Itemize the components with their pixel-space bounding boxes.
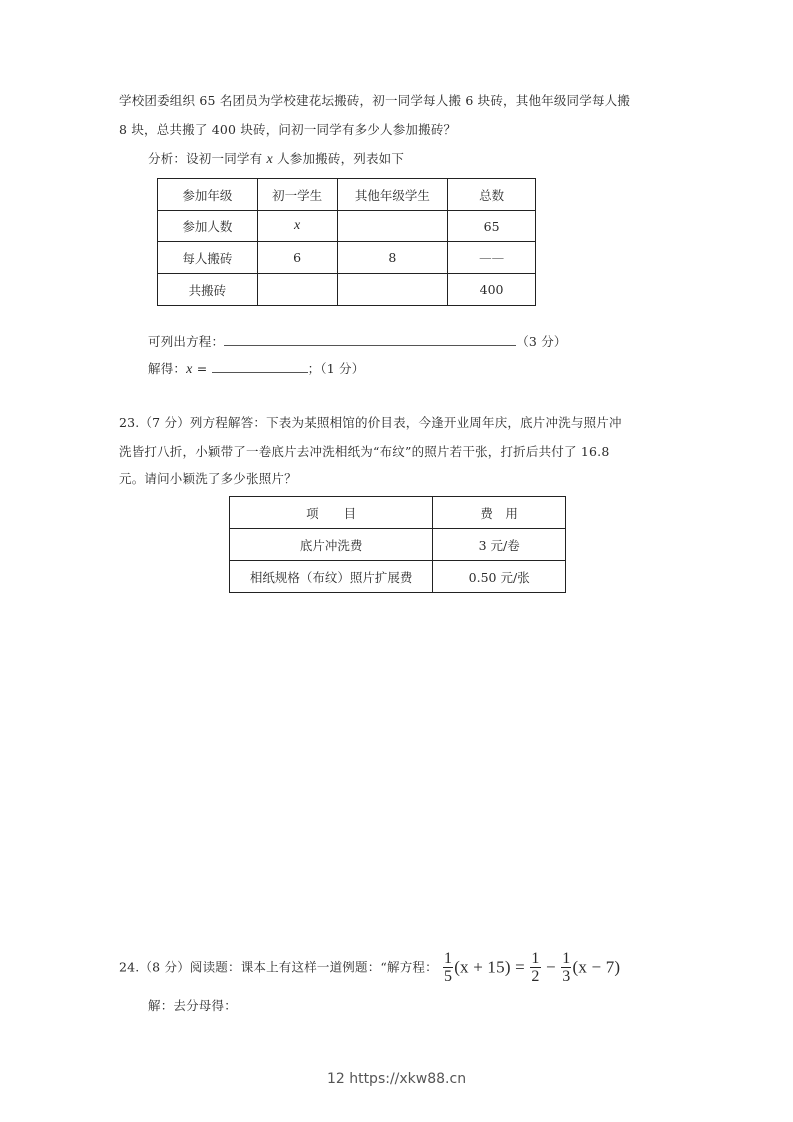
problem-22-analysis [148,150,404,169]
equation-line [148,333,567,351]
table-row [230,561,566,593]
equation-label: 可列出方程： [148,334,225,349]
table-cell: 底片冲洗费 [230,529,433,561]
table-cell: 400 [448,274,536,306]
header-cell: 参加年级 [158,179,258,211]
table-cell: 6 [257,242,337,274]
table-cell [257,274,337,306]
fraction-one-half: $\frac{1}{2}$ [531,950,540,985]
table-cell: 0.50 元/张 [433,561,566,593]
problem-22-line-1: 学校团委组织 65 名团员为学校建花坛搬砖，初一同学每人搬 6 块砖，其他年级同学每人搬 [119,93,631,108]
problem-24-step-1: 解：去分母得： [148,998,237,1013]
table-cell: 65 [448,211,536,242]
solve-equals: = [192,361,212,376]
table-row [158,274,536,306]
table-cell: 共搬砖 [158,274,258,306]
solve-label: 解得： [148,361,187,376]
table-cell: x [257,211,337,242]
table-cell: 3 元/卷 [433,529,566,561]
header-cell: 项 目 [230,497,433,529]
analysis-suffix: 人参加搬砖，列表如下 [272,151,405,166]
analysis-variable: x [266,152,273,167]
table-cell [337,274,448,306]
problem-23-line-3: 元。请问小颖洗了多少张照片？ [119,471,297,486]
price-table [229,496,566,593]
equation-rhs-expr: (x − 7) [572,957,621,977]
table-cell: 相纸规格（布纹）照片扩展费 [230,561,433,593]
table-row [230,529,566,561]
header-cell: 其他年级学生 [337,179,448,211]
solve-variable: x [186,362,193,377]
table-cell: 每人搬砖 [158,242,258,274]
problem-24-prefix: 24.（8 分）阅读题：课本上有这样一道例题：“解方程： [119,959,438,975]
equation-points: （3 分） [516,334,567,349]
brick-table-header-row [158,179,536,211]
equation-minus: − [541,957,561,977]
table-cell: 8 [337,242,448,274]
table-cell [337,211,448,242]
price-table-header-row [230,497,566,529]
fraction-one-third: $\frac{1}{3}$ [562,950,571,985]
fraction-one-fifth: $\frac{1}{5}$ [443,950,453,985]
problem-23-line-2: 洗皆打八折，小颖带了一卷底片去冲洗相纸为“布纹”的照片若干张，打折后共付了 16.8 [119,444,610,459]
problem-22-line-2: 8 块，总共搬了 400 块砖，问初一同学有多少人参加搬砖？ [119,122,457,137]
problem-23-line-1: 23.（7 分）列方程解答：下表为某照相馆的价目表，今逢开业周年庆，底片冲洗与照片冲 [119,415,622,430]
table-row [158,242,536,274]
equation-blank[interactable] [224,333,516,346]
solve-line [148,360,364,379]
table-cell: 参加人数 [158,211,258,242]
table-cell: —— [448,242,536,274]
problem-24-line-1 [119,947,620,988]
header-cell: 初一学生 [257,179,337,211]
analysis-prefix: 分析：设初一同学有 [148,151,267,166]
table-row [158,211,536,242]
equation-lhs-expr: (x + 15) = [454,957,530,977]
header-cell: 费 用 [433,497,566,529]
page-footer: 12 https://xkw88.cn [326,1071,467,1087]
solve-blank[interactable] [212,360,308,373]
header-cell: 总数 [448,179,536,211]
solve-points: ；（1 分） [307,361,365,376]
brick-table [157,178,536,306]
